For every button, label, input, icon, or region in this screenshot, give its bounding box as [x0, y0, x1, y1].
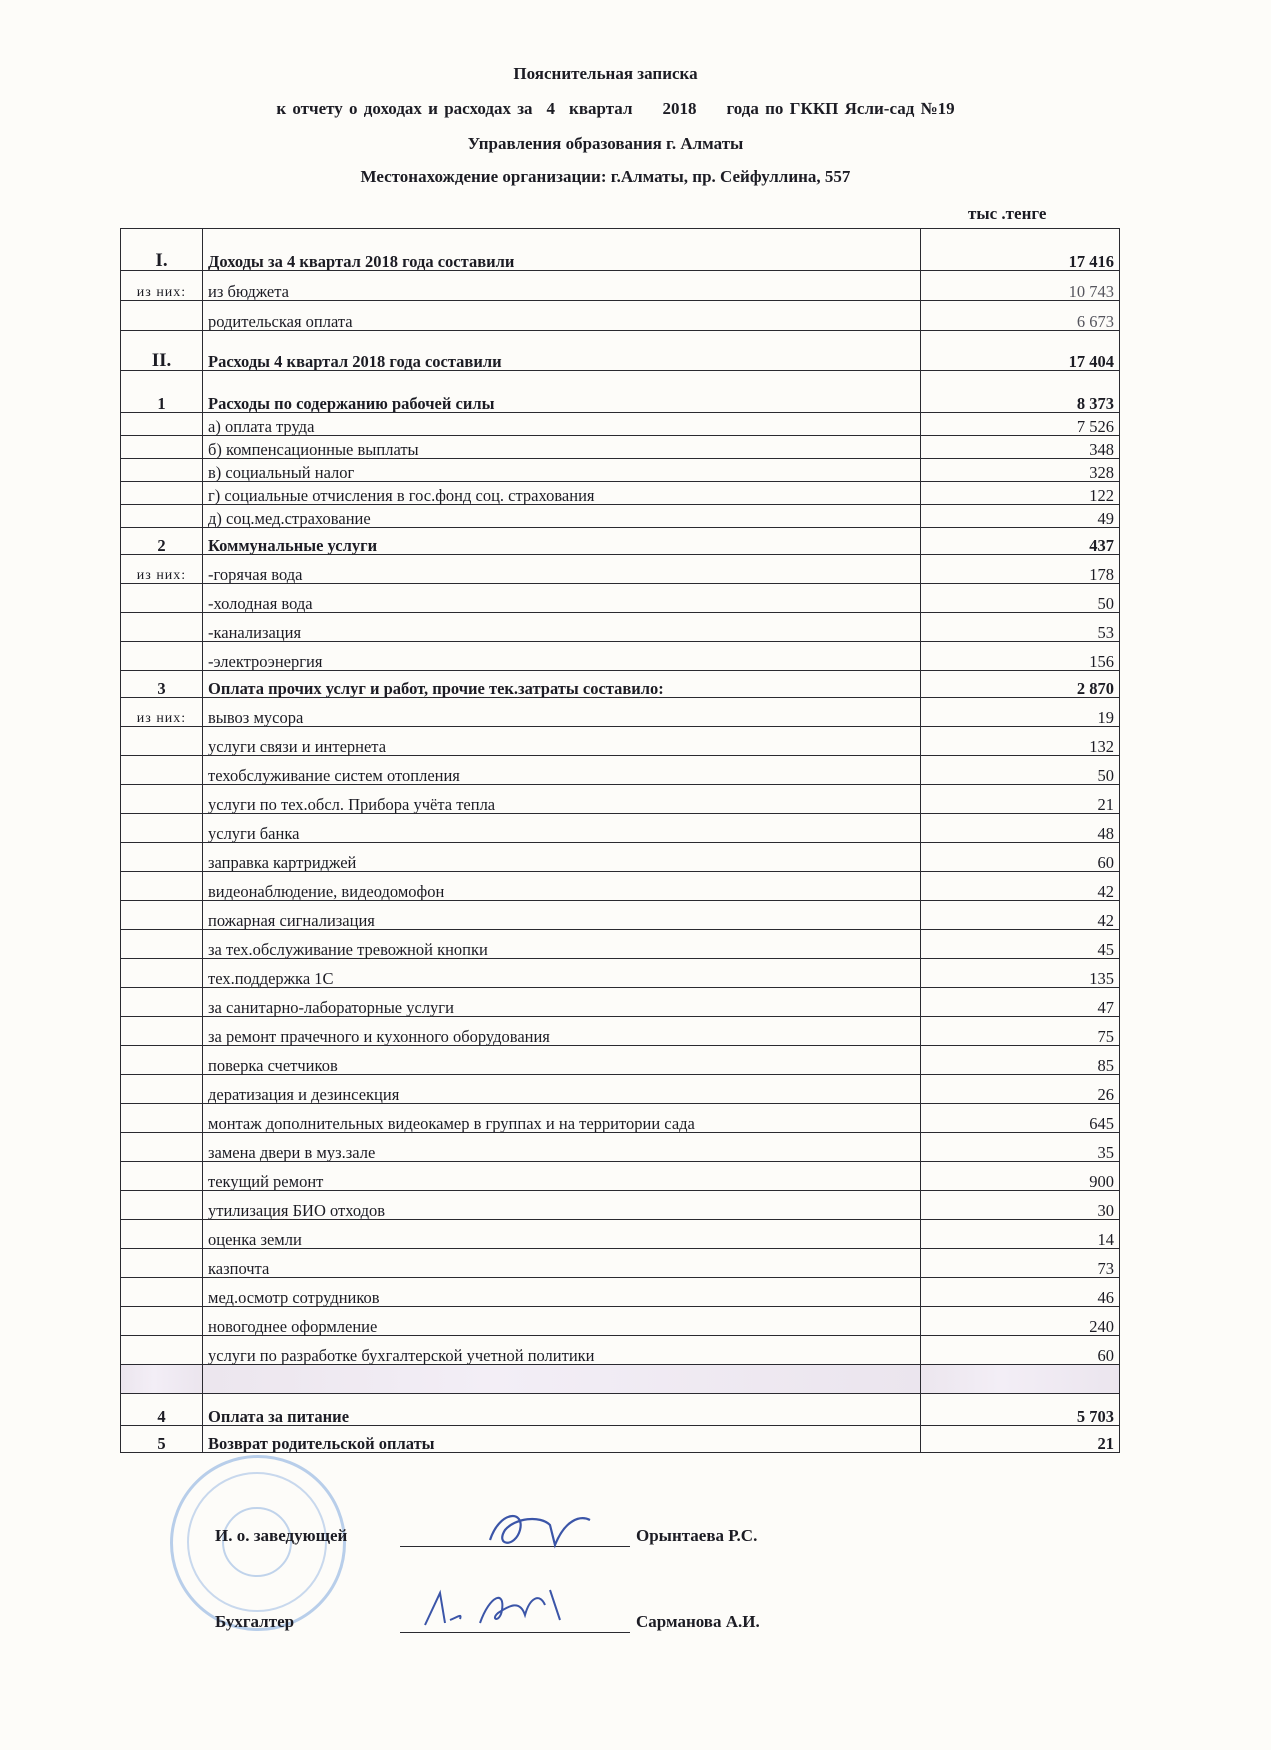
- row-code: [121, 959, 203, 988]
- row-name: услуги по тех.обсл. Прибора учёта тепла: [203, 785, 921, 814]
- table-row: [121, 555, 1120, 584]
- table-row: [121, 505, 1120, 528]
- head-title: И. о. заведующей: [215, 1526, 348, 1545]
- table-row: [121, 229, 1120, 271]
- row-code: [121, 301, 203, 331]
- row-name: -канализация: [203, 613, 921, 642]
- table-row: [121, 1046, 1120, 1075]
- row-code: [121, 1249, 203, 1278]
- row-name: тех.поддержка 1С: [203, 959, 921, 988]
- row-code: [121, 413, 203, 436]
- row-code: [121, 756, 203, 785]
- table-row: [121, 1162, 1120, 1191]
- row-name: текущий ремонт: [203, 1162, 921, 1191]
- row-value: 19: [921, 698, 1120, 727]
- row-name: в) социальный налог: [203, 459, 921, 482]
- table-row: [121, 301, 1120, 331]
- row-value: 21: [921, 785, 1120, 814]
- row-code: [121, 930, 203, 959]
- row-code: [121, 613, 203, 642]
- row-value: 47: [921, 988, 1120, 1017]
- table-row: [121, 413, 1120, 436]
- row-code: [121, 727, 203, 756]
- table-row: [121, 528, 1120, 555]
- row-value: 14: [921, 1220, 1120, 1249]
- table-row: [121, 1075, 1120, 1104]
- accountant-signature-icon: [410, 1575, 590, 1635]
- row-name: Доходы за 4 квартал 2018 года составили: [203, 229, 921, 271]
- row-code: [121, 1365, 203, 1394]
- row-name: за санитарно-лабораторные услуги: [203, 988, 921, 1017]
- row-code: 1: [121, 371, 203, 413]
- row-name: пожарная сигнализация: [203, 901, 921, 930]
- row-code: [121, 584, 203, 613]
- row-name: оценка земли: [203, 1220, 921, 1249]
- row-name: а) оплата труда: [203, 413, 921, 436]
- row-value: 10 743: [921, 271, 1120, 301]
- row-name: утилизация БИО отходов: [203, 1191, 921, 1220]
- table-row: [121, 1307, 1120, 1336]
- table-row: [121, 1426, 1120, 1453]
- row-value: 60: [921, 1336, 1120, 1365]
- table-row: [121, 459, 1120, 482]
- table-row: [121, 1220, 1120, 1249]
- row-code: I.: [121, 229, 203, 271]
- row-name: б) компенсационные выплаты: [203, 436, 921, 459]
- row-code: [121, 1278, 203, 1307]
- row-name: вывоз мусора: [203, 698, 921, 727]
- row-code: [121, 1104, 203, 1133]
- row-code: [121, 642, 203, 671]
- table-row: [121, 671, 1120, 698]
- row-value: 49: [921, 505, 1120, 528]
- row-name: Оплата прочих услуг и работ, прочие тек.затраты составило:: [203, 671, 921, 698]
- table-row: [121, 1191, 1120, 1220]
- table-row: [121, 785, 1120, 814]
- row-code: из них:: [121, 271, 203, 301]
- row-name: поверка счетчиков: [203, 1046, 921, 1075]
- row-code: [121, 901, 203, 930]
- accountant-title: Бухгалтер: [215, 1612, 295, 1631]
- table-row: [121, 1133, 1120, 1162]
- subtitle-part1: к отчету о доходах и расходах за: [276, 99, 533, 118]
- row-name: [203, 1365, 921, 1394]
- row-code: [121, 1191, 203, 1220]
- row-code: [121, 843, 203, 872]
- row-code: [121, 1162, 203, 1191]
- subtitle-quarter: 4: [546, 99, 556, 118]
- table-row: [121, 1249, 1120, 1278]
- row-code: [121, 814, 203, 843]
- table-row: [121, 1104, 1120, 1133]
- row-name: г) социальные отчисления в гос.фонд соц. страхования: [203, 482, 921, 505]
- report-subtitle: [0, 99, 1251, 119]
- row-code: [121, 1220, 203, 1249]
- row-value: 348: [921, 436, 1120, 459]
- table-row: [121, 371, 1120, 413]
- row-code: [121, 785, 203, 814]
- row-name: новогоднее оформление: [203, 1307, 921, 1336]
- row-name: казпочта: [203, 1249, 921, 1278]
- table-row: [121, 436, 1120, 459]
- row-name: за ремонт прачечного и кухонного оборудования: [203, 1017, 921, 1046]
- row-value: 240: [921, 1307, 1120, 1336]
- table-row: [121, 1278, 1120, 1307]
- row-value: 35: [921, 1133, 1120, 1162]
- table-row: [121, 642, 1120, 671]
- head-signature-icon: [470, 1500, 610, 1560]
- blank-row: [121, 1365, 1120, 1394]
- table-row: [121, 584, 1120, 613]
- row-value: 8 373: [921, 371, 1120, 413]
- row-value: 328: [921, 459, 1120, 482]
- row-value: 7 526: [921, 413, 1120, 436]
- row-value: 26: [921, 1075, 1120, 1104]
- row-code: [121, 436, 203, 459]
- row-value: 48: [921, 814, 1120, 843]
- row-code: 5: [121, 1426, 203, 1453]
- row-value: 6 673: [921, 301, 1120, 331]
- row-name: Возврат родительской оплаты: [203, 1426, 921, 1453]
- row-name: мед.осмотр сотрудников: [203, 1278, 921, 1307]
- table-row: [121, 959, 1120, 988]
- row-value: 17 416: [921, 229, 1120, 271]
- row-code: [121, 1075, 203, 1104]
- organization-location: Местонахождение организации: г.Алматы, пр. Сейфуллина, 557: [360, 167, 851, 186]
- row-value: 75: [921, 1017, 1120, 1046]
- document-title: Пояснительная записка: [513, 64, 698, 83]
- table-row: [121, 698, 1120, 727]
- row-name: Оплата за питание: [203, 1394, 921, 1426]
- row-name: видеонаблюдение, видеодомофон: [203, 872, 921, 901]
- row-value: [921, 1365, 1120, 1394]
- row-code: 2: [121, 528, 203, 555]
- row-name: замена двери в муз.зале: [203, 1133, 921, 1162]
- table-row: [121, 872, 1120, 901]
- row-code: [121, 1133, 203, 1162]
- row-code: [121, 459, 203, 482]
- subtitle-part2: квартал: [569, 99, 633, 118]
- table-row: [121, 1017, 1120, 1046]
- row-value: 85: [921, 1046, 1120, 1075]
- row-value: 645: [921, 1104, 1120, 1133]
- row-name: родительская оплата: [203, 301, 921, 331]
- subtitle-year: 2018: [662, 99, 697, 118]
- row-value: 21: [921, 1426, 1120, 1453]
- table-row: [121, 930, 1120, 959]
- row-value: 132: [921, 727, 1120, 756]
- row-code: [121, 1307, 203, 1336]
- row-name: монтаж дополнительных видеокамер в группах и на территории сада: [203, 1104, 921, 1133]
- row-code: [121, 988, 203, 1017]
- table-row: [121, 331, 1120, 371]
- row-value: 122: [921, 482, 1120, 505]
- row-name: заправка картриджей: [203, 843, 921, 872]
- table-row: [121, 756, 1120, 785]
- organization-department: Управления образования г. Алматы: [467, 134, 744, 153]
- row-name: услуги связи и интернета: [203, 727, 921, 756]
- row-value: 30: [921, 1191, 1120, 1220]
- row-name: техобслуживание систем отопления: [203, 756, 921, 785]
- row-name: -электроэнергия: [203, 642, 921, 671]
- table-row: [121, 843, 1120, 872]
- row-value: 42: [921, 872, 1120, 901]
- row-code: [121, 872, 203, 901]
- row-code: II.: [121, 331, 203, 371]
- row-code: [121, 1336, 203, 1365]
- row-value: 17 404: [921, 331, 1120, 371]
- table-row: [121, 1394, 1120, 1426]
- row-code: 4: [121, 1394, 203, 1426]
- row-name: дератизация и дезинсекция: [203, 1075, 921, 1104]
- row-name: Расходы по содержанию рабочей силы: [203, 371, 921, 413]
- row-code: [121, 1017, 203, 1046]
- table-row: [121, 613, 1120, 642]
- row-value: 5 703: [921, 1394, 1120, 1426]
- table-row: [121, 901, 1120, 930]
- row-code: из них:: [121, 698, 203, 727]
- row-code: 3: [121, 671, 203, 698]
- row-name: -горячая вода: [203, 555, 921, 584]
- table-row: [121, 727, 1120, 756]
- row-value: 135: [921, 959, 1120, 988]
- table-row: [121, 482, 1120, 505]
- table-row: [121, 1336, 1120, 1365]
- head-name: Орынтаева Р.С.: [636, 1526, 758, 1545]
- row-name: Коммунальные услуги: [203, 528, 921, 555]
- row-value: 900: [921, 1162, 1120, 1191]
- row-value: 50: [921, 584, 1120, 613]
- table-row: [121, 271, 1120, 301]
- row-name: услуги банка: [203, 814, 921, 843]
- row-code: [121, 482, 203, 505]
- unit-label: тыс .тенге: [968, 204, 1047, 223]
- row-value: 2 870: [921, 671, 1120, 698]
- row-value: 42: [921, 901, 1120, 930]
- table-row: [121, 814, 1120, 843]
- row-value: 53: [921, 613, 1120, 642]
- row-name: Расходы 4 квартал 2018 года составили: [203, 331, 921, 371]
- report-table: [120, 228, 1120, 1453]
- row-name: -холодная вода: [203, 584, 921, 613]
- row-value: 73: [921, 1249, 1120, 1278]
- row-value: 60: [921, 843, 1120, 872]
- row-name: д) соц.мед.страхование: [203, 505, 921, 528]
- row-value: 156: [921, 642, 1120, 671]
- row-code: [121, 505, 203, 528]
- row-value: 178: [921, 555, 1120, 584]
- row-code: [121, 1046, 203, 1075]
- row-name: из бюджета: [203, 271, 921, 301]
- row-value: 437: [921, 528, 1120, 555]
- accountant-name: Сарманова А.И.: [636, 1612, 760, 1631]
- row-name: за тех.обслуживание тревожной кнопки: [203, 930, 921, 959]
- subtitle-part3: года по ГККП Ясли-сад №19: [726, 99, 955, 118]
- row-code: из них:: [121, 555, 203, 584]
- row-name: услуги по разработке бухгалтерской учетной политики: [203, 1336, 921, 1365]
- row-value: 50: [921, 756, 1120, 785]
- row-value: 45: [921, 930, 1120, 959]
- row-value: 46: [921, 1278, 1120, 1307]
- table-row: [121, 988, 1120, 1017]
